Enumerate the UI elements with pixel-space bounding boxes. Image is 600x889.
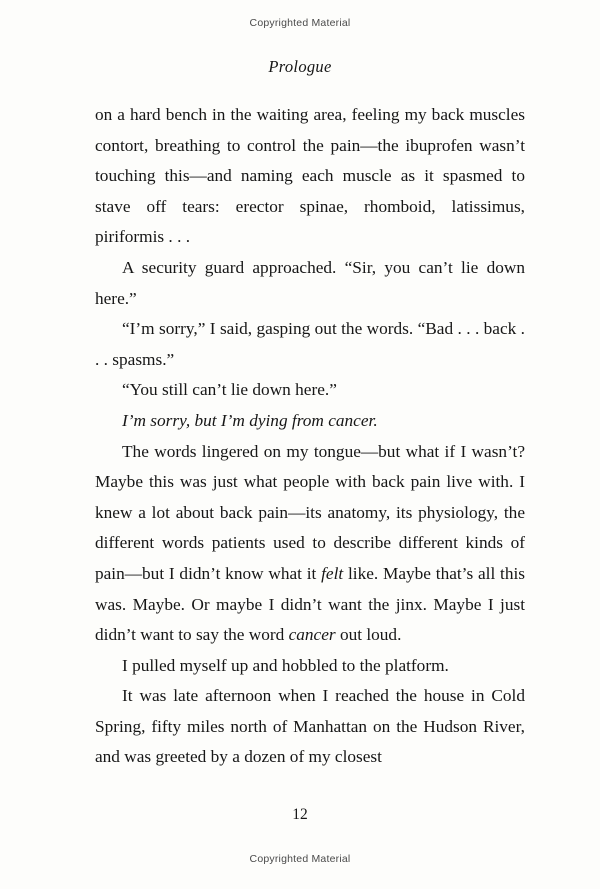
paragraph: A security guard approached. “Sir, you can’t lie down here.” <box>95 257 525 308</box>
paragraph-mixed: The words lingered on my tongue—but what if I wasn’t? Maybe this was just what people with back pain live with. I knew a lot about back pain—its anatomy, its physiology, the different words patients used to describe different kinds of pain—but I didn’t know what it felt like. Maybe that’s all this was. Maybe. Or maybe I didn’t want the jinx. Maybe I just didn’t want to say the word cancer out loud. <box>95 441 526 645</box>
paragraph: “I’m sorry,” I said, gasping out the words. “Bad . . . back . . . spasms.” <box>95 319 525 369</box>
paragraph: I pulled myself up and hobbled to the platform. <box>122 655 449 675</box>
paragraph: “You still can’t lie down here.” <box>122 380 337 400</box>
copyright-notice-bottom: Copyrighted Material <box>249 853 351 865</box>
paragraph-italic: I’m sorry, but I’m dying from cancer. <box>122 410 378 430</box>
body-text-column <box>95 100 525 773</box>
copyright-notice-top: Copyrighted Material <box>249 17 351 29</box>
running-head: Prologue <box>268 57 332 76</box>
paragraph: on a hard bench in the waiting area, feeling my back muscles contort, breathing to control the pain—the ibuprofen wasn’t touching this—and naming each muscle as it spasmed to stave off tears: erector spinae, rhomboid, latissimus, piriformis . . . <box>95 105 525 247</box>
page-number: 12 <box>292 806 308 823</box>
paragraph: It was late afternoon when I reached the house in Cold Spring, fifty miles north of Manhattan on the Hudson River, and was greeted by a dozen of my closest <box>95 686 525 767</box>
